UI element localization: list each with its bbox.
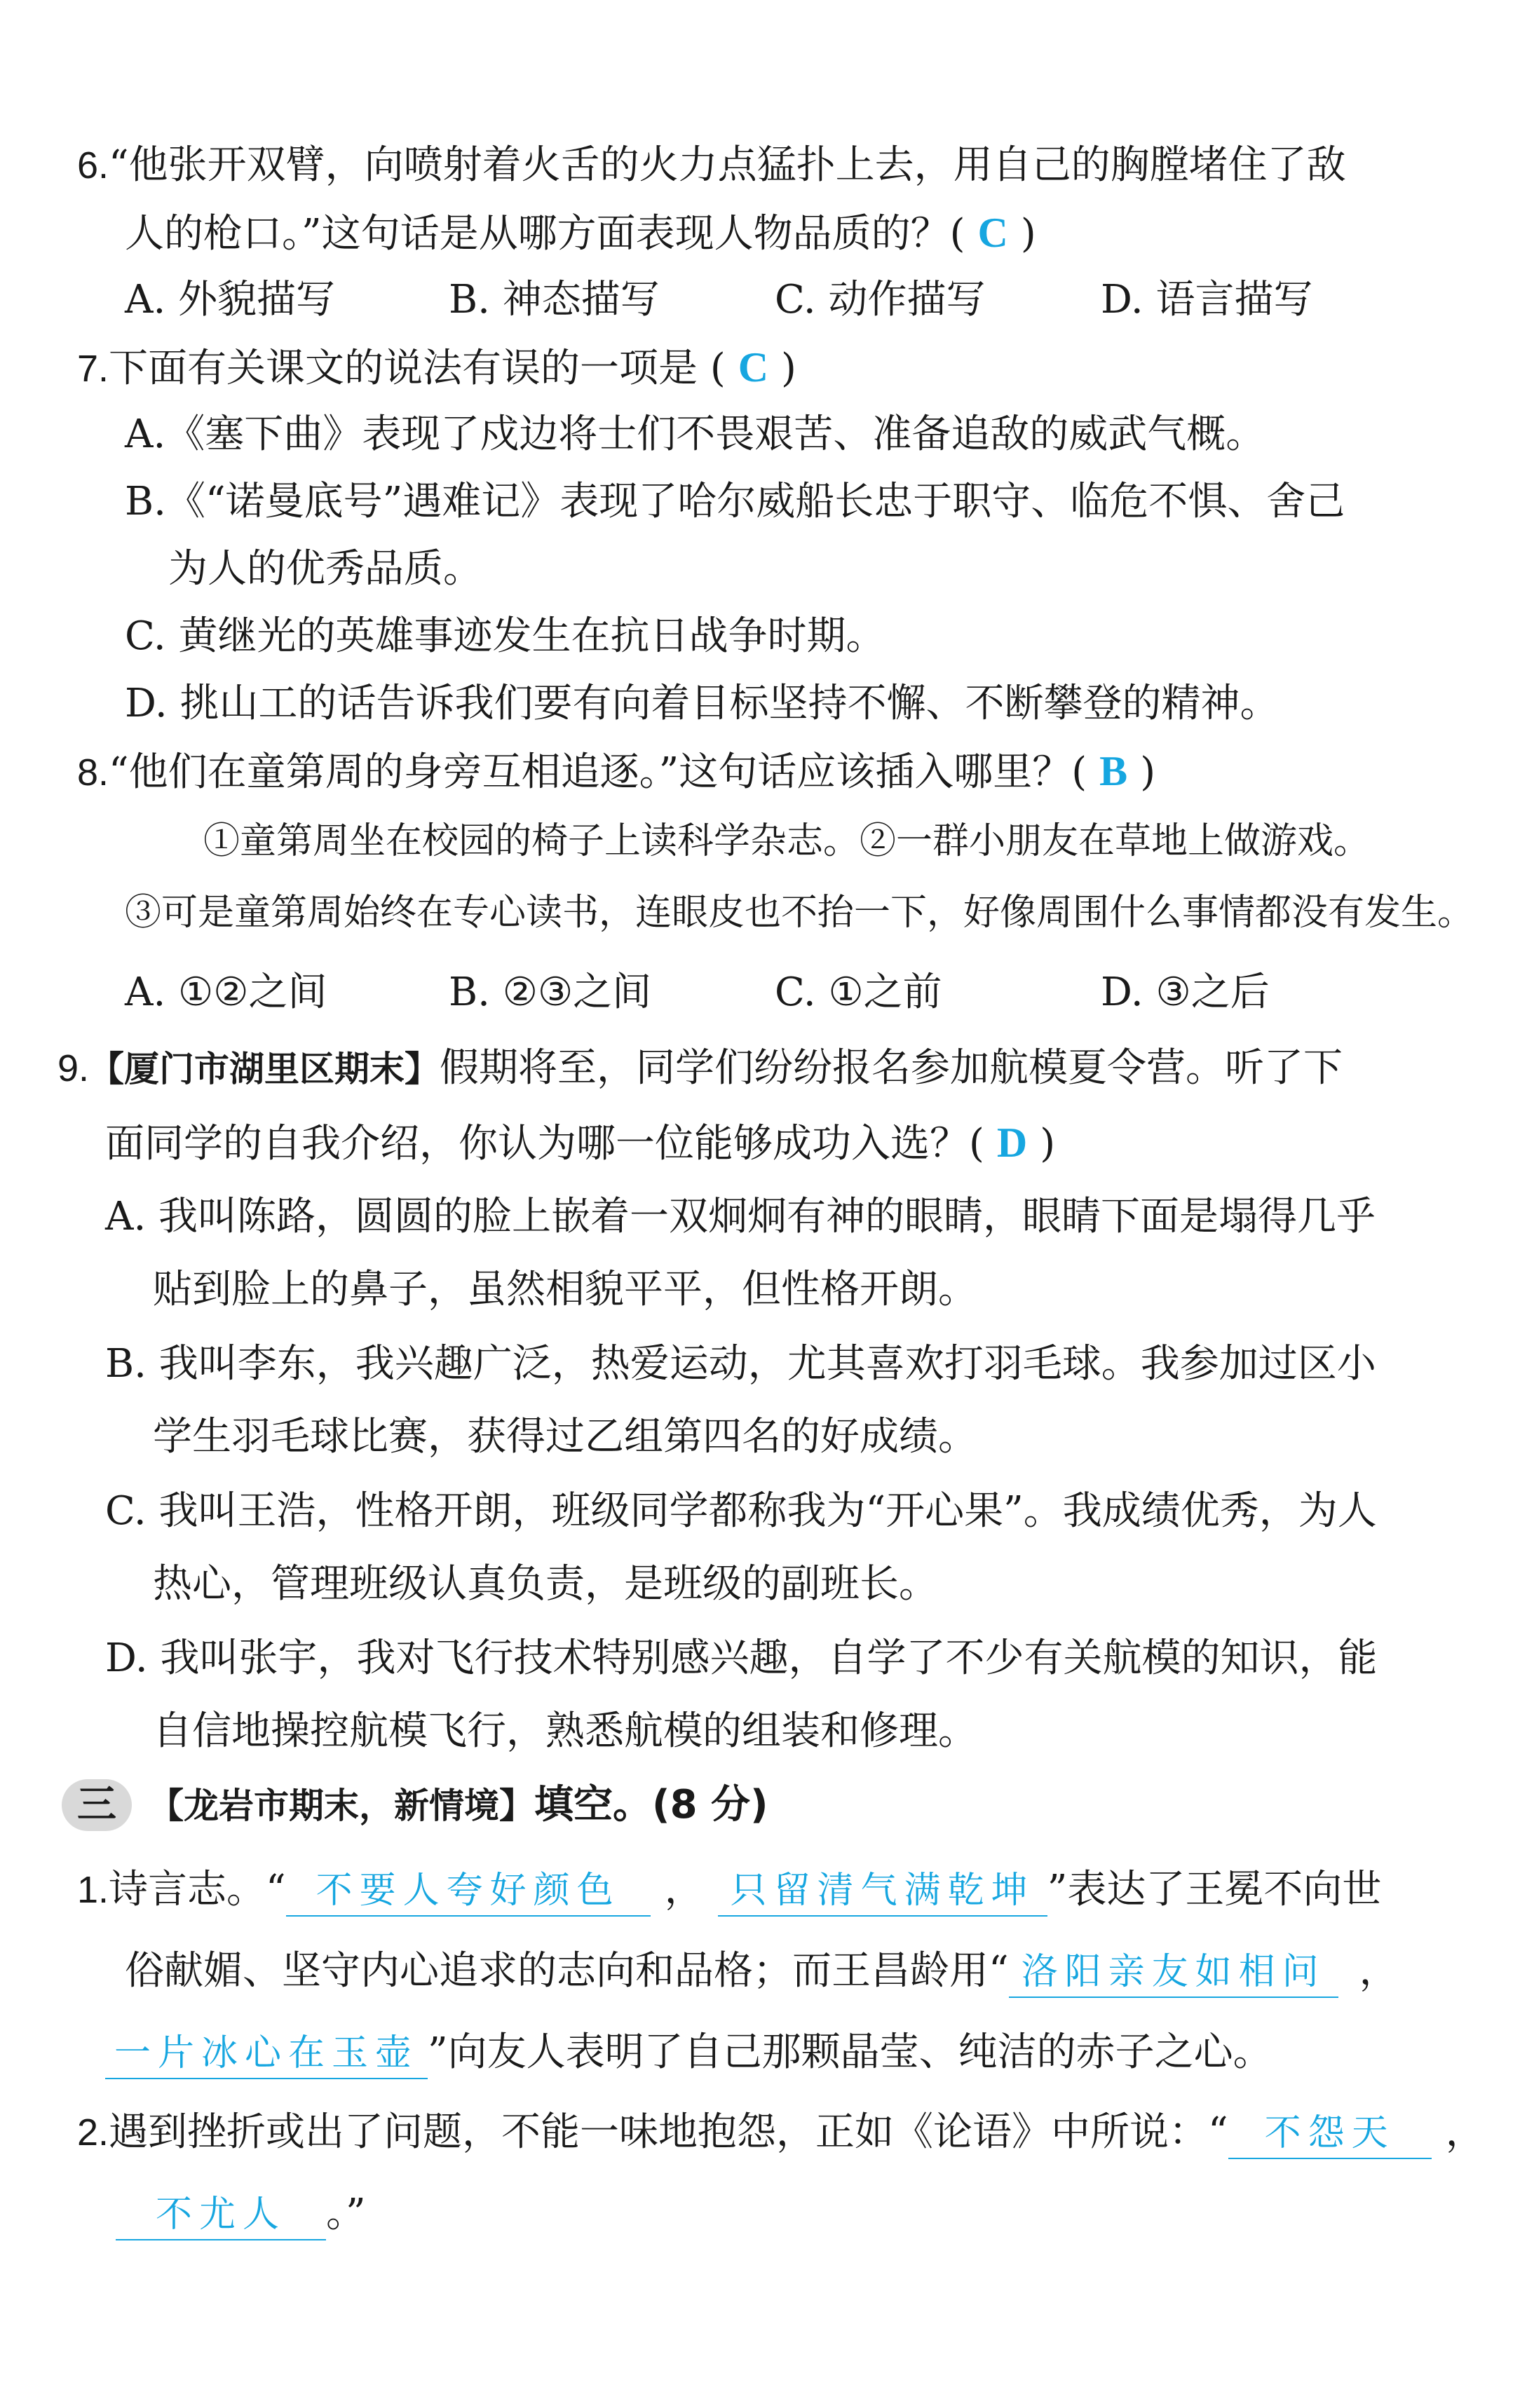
- q8-passage-line2: ③可是童第周始终在专心读书，连眼皮也不抬一下，好像周围什么事情都没有发生。: [125, 892, 1474, 934]
- q7-line1: [77, 339, 796, 397]
- section-number: 三: [77, 1782, 116, 1828]
- q8-passage-line1: ①童第周坐在校园的椅子上读科学杂志。②一群小朋友在草地上做游戏。: [203, 820, 1371, 862]
- q7-option-d: D. 挑山工的话告诉我们要有向着目标坚持不懈、不断攀登的精神。: [125, 681, 1280, 726]
- q9-close-paren: ): [1040, 1121, 1056, 1166]
- q8-answer: B: [1099, 748, 1128, 794]
- section-title: 填空。(8 分): [534, 1782, 768, 1828]
- q6-stem-line2: 人的枪口。”这句话是从哪方面表现人物品质的？(: [125, 211, 965, 257]
- f1-pre: 诗言志。“: [109, 1867, 286, 1912]
- q8-close-paren: ): [1140, 749, 1156, 795]
- q8-line1: [77, 743, 1155, 801]
- q7-stem: 下面有关课文的说法有误的一项是 (: [109, 346, 726, 391]
- q6-number: 6.: [77, 144, 109, 186]
- q8-option-b: B. ②③之间: [449, 970, 652, 1015]
- f1-blank-1[interactable]: 不要人夸好颜色: [286, 1866, 651, 1917]
- q9-option-d-line2: 自信地操控航模飞行，熟悉航模的组装和修理。: [153, 1708, 977, 1754]
- q9-option-a-line2: 贴到脸上的鼻子，虽然相貌平平，但性格开朗。: [153, 1267, 977, 1312]
- q8-stem: “他们在童第周的身旁互相追逐。”这句话应该插入哪里？(: [109, 749, 1087, 795]
- q9-answer: D: [996, 1120, 1028, 1166]
- q6-option-a: A. 外貌描写: [125, 277, 336, 322]
- q9-number: 9.: [57, 1047, 90, 1089]
- f1-blank-4[interactable]: 一片冰心在玉壶: [105, 2029, 428, 2079]
- q8-option-d: D. ③之后: [1101, 970, 1270, 1015]
- f1-post-1: ”表达了王冕不向世: [1047, 1867, 1382, 1912]
- f1-line2-text: 俗献媚、坚守内心追求的志向和品格；而王昌龄用“: [125, 1948, 1009, 1994]
- q7-option-b-line1: B.《“诺曼底号”遇难记》表现了哈尔威船长忠于职守、临危不惧、舍己: [125, 479, 1345, 524]
- f1-blank-3[interactable]: 洛阳亲友如相问: [1009, 1947, 1338, 1998]
- f1-post-2: ”向友人表明了自己那颗晶莹、纯洁的赤子之心。: [428, 2029, 1272, 2075]
- q9-option-d-line1: D. 我叫张宇，我对飞行技术特别感兴趣，自学了不少有关航模的知识，能: [105, 1635, 1378, 1681]
- f2-line2: [116, 2186, 366, 2242]
- q9-source-tag: 【厦门市湖里区期末】: [89, 1049, 440, 1089]
- q7-option-b-line2: 为人的优秀品质。: [168, 546, 482, 592]
- q7-option-c: C. 黄继光的英雄事迹发生在抗日战争时期。: [125, 613, 885, 659]
- f2-blank-1[interactable]: 不怨天: [1228, 2109, 1432, 2159]
- q9-option-a-line1: A. 我叫陈路，圆圆的脸上嵌着一双炯炯有神的眼睛，眼睛下面是塌得几乎: [105, 1194, 1376, 1239]
- f2-pre: 遇到挫折或出了问题，不能一味地抱怨，正如《论语》中所说：“: [109, 2109, 1228, 2155]
- q8-options: [125, 965, 1270, 1021]
- f1-line2: [125, 1943, 1399, 1999]
- q7-number: 7.: [77, 348, 109, 390]
- q6-close-paren: ): [1020, 211, 1036, 257]
- q9-line2: [105, 1115, 1055, 1172]
- q7-option-a: A.《塞下曲》表现了戍边将士们不畏艰苦、准备追敌的威武气概。: [125, 411, 1265, 457]
- f1-comma-1: ，: [664, 1867, 704, 1912]
- q6-line1: [77, 137, 1346, 193]
- section-source-tag: 【龙岩市期末，新情境】: [149, 1785, 534, 1826]
- f1-comma-2: ，: [1359, 1948, 1399, 1994]
- q6-stem-line1: “他张开双臂，向喷射着火舌的火力点猛扑上去，用自己的胸膛堵住了敌: [109, 142, 1346, 188]
- q6-option-d: D. 语言描写: [1101, 277, 1313, 322]
- f1-line3: [105, 2025, 1272, 2081]
- f1-blank-2[interactable]: 只留清气满乾坤: [718, 1866, 1047, 1917]
- q6-option-b: B. 神态描写: [449, 277, 660, 322]
- q8-option-a: A. ①②之间: [125, 970, 327, 1015]
- q6-options: [125, 272, 1313, 328]
- q9-option-c-line1: C. 我叫王浩，性格开朗，班级同学都称我为“开心果”。我成绩优秀，为人: [105, 1488, 1377, 1534]
- q8-option-c: C. ①之前: [775, 970, 942, 1015]
- q8-number: 8.: [77, 751, 109, 794]
- q7-answer: C: [738, 344, 769, 390]
- q9-option-b-line2: 学生羽毛球比赛，获得过乙组第四名的好成绩。: [153, 1414, 977, 1460]
- q9-stem-line2: 面同学的自我介绍，你认为哪一位能够成功入选？(: [105, 1121, 984, 1166]
- f2-line1: [77, 2104, 1485, 2161]
- q6-answer: C: [977, 210, 1008, 256]
- f1-line1: [77, 1862, 1381, 1918]
- section-badge: [62, 1779, 132, 1831]
- q9-stem-line1: 假期将至，同学们纷纷报名参加航模夏令营。听了下: [440, 1045, 1343, 1091]
- q9-line1: [57, 1040, 1343, 1097]
- q9-option-b-line1: B. 我叫李东，我兴趣广泛，热爱运动，尤其喜欢打羽毛球。我参加过区小: [105, 1341, 1376, 1387]
- f1-number: 1.: [77, 1869, 109, 1911]
- q7-close-paren: ): [781, 346, 796, 391]
- section-heading: [149, 1777, 768, 1834]
- q6-line2: [125, 205, 1036, 262]
- q6-option-c: C. 动作描写: [775, 277, 986, 322]
- f2-blank-2[interactable]: 不尤人: [116, 2190, 326, 2240]
- f2-comma: ，: [1445, 2109, 1485, 2155]
- f2-number: 2.: [77, 2111, 109, 2154]
- q9-option-c-line2: 热心，管理班级认真负责，是班级的副班长。: [153, 1561, 938, 1607]
- f2-post: 。”: [326, 2191, 366, 2236]
